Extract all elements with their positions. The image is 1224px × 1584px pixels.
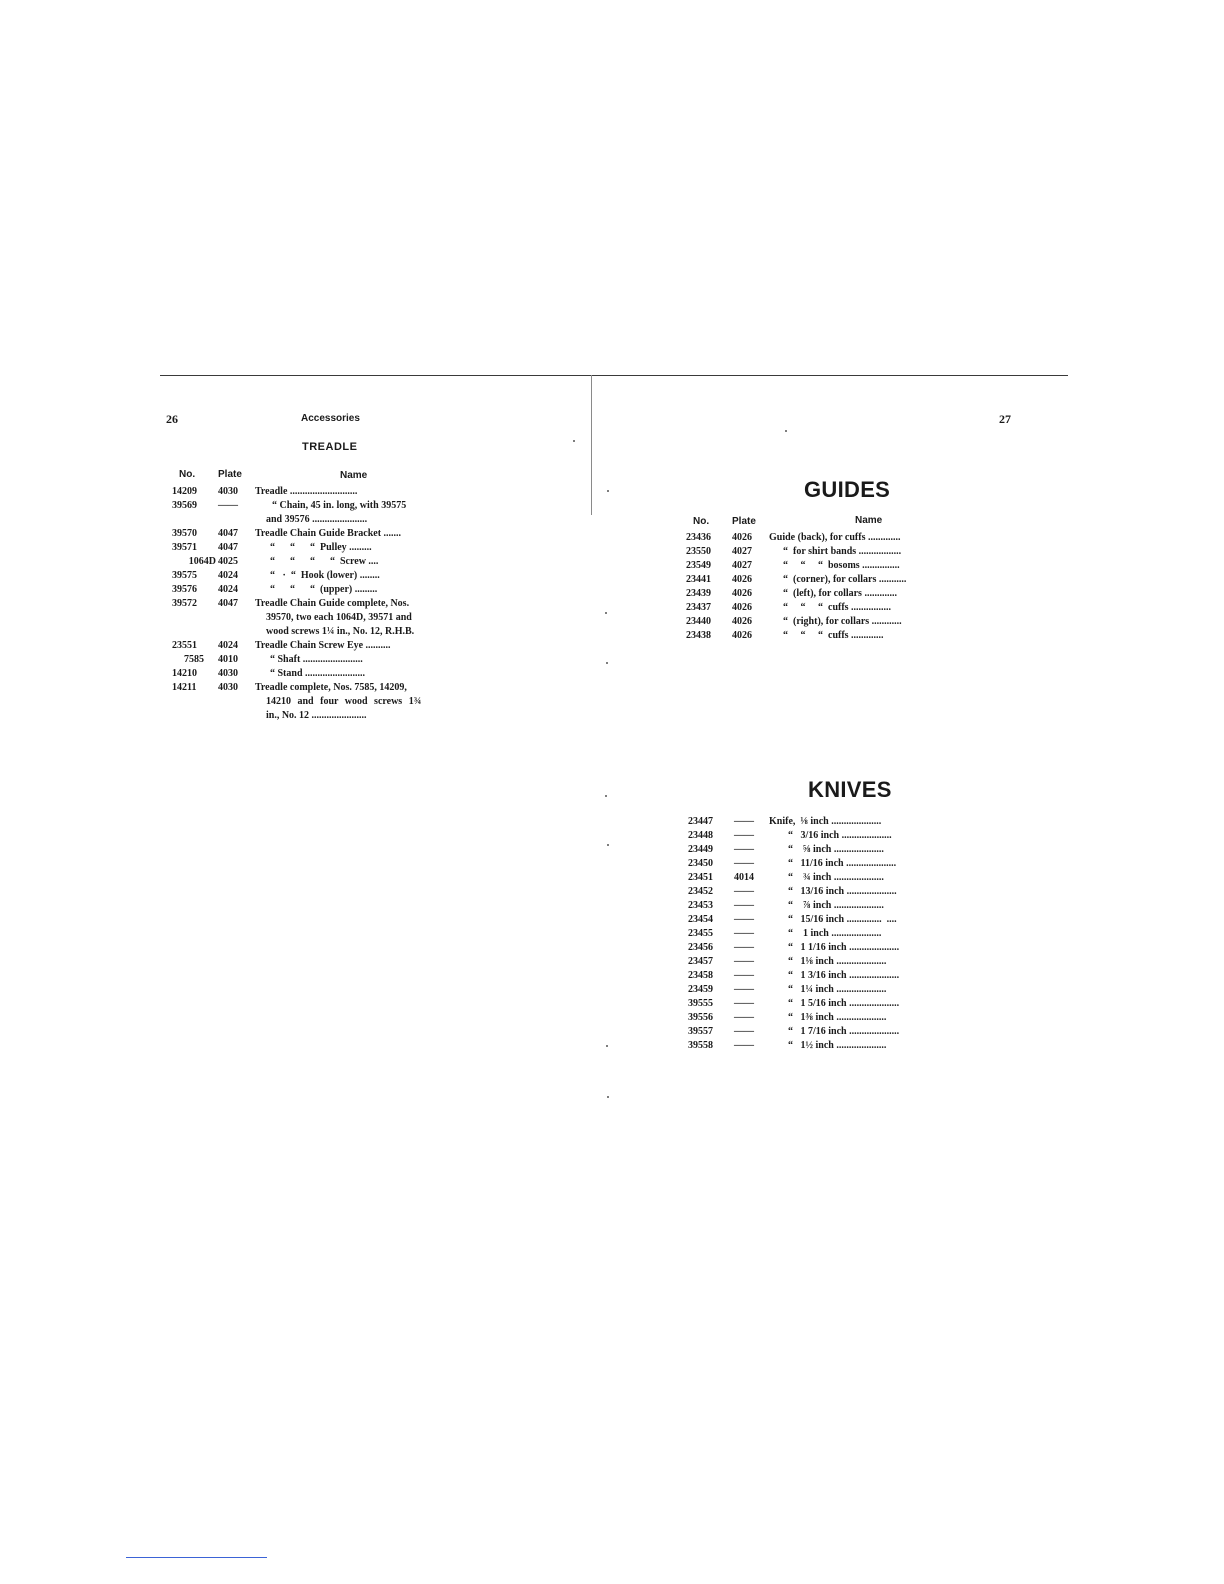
plate-number: 4030 [218, 486, 238, 497]
part-number: 39557 [688, 1026, 713, 1037]
section-title-guides: GUIDES [804, 477, 891, 502]
plate-number: —— [734, 928, 754, 939]
scan-speck [605, 612, 607, 614]
part-name: “ (right), for collars ............ [783, 616, 902, 627]
part-name: 14210 and four wood screws 1¾ [266, 696, 422, 707]
plate-number: 4047 [218, 542, 238, 553]
part-name: Guide (back), for cuffs ............. [769, 532, 901, 543]
plate-number: 4027 [732, 560, 752, 571]
gutter-line [591, 375, 592, 515]
plate-number: —— [734, 900, 754, 911]
plate-number: —— [734, 1012, 754, 1023]
part-name: and 39576 ...................... [266, 514, 368, 525]
part-number: 39571 [172, 542, 197, 553]
plate-number: 4024 [218, 640, 238, 651]
part-number: 23457 [688, 956, 713, 967]
part-number: 39572 [172, 598, 197, 609]
plate-number: —— [734, 844, 754, 855]
part-name: “ “ “ cuffs ................ [783, 602, 892, 613]
part-number: 7585 [184, 654, 204, 665]
part-number: 23439 [686, 588, 711, 599]
part-number: 23449 [688, 844, 713, 855]
part-name: “ for shirt bands ................. [783, 546, 902, 557]
plate-number: 4026 [732, 602, 752, 613]
col-head-no: No. [179, 469, 196, 480]
part-number: 23451 [688, 872, 713, 883]
part-number: 23438 [686, 630, 711, 641]
part-number: 14209 [172, 486, 197, 497]
plate-number: 4026 [732, 616, 752, 627]
plate-number: —— [734, 816, 754, 827]
part-name: “ 1 3/16 inch .................... [788, 970, 900, 981]
part-name: “ Chain, 45 in. long, with 39575 [272, 500, 407, 511]
part-number: 23436 [686, 532, 711, 543]
section-title-treadle: TREADLE [302, 441, 358, 453]
right-page-number: 27 [999, 412, 1011, 426]
part-number: 23437 [686, 602, 711, 613]
part-name: 39570, two each 1064D, 39571 and [266, 612, 412, 623]
scan-speck [607, 844, 609, 846]
part-number: 23441 [686, 574, 711, 585]
plate-number: 4030 [218, 668, 238, 679]
part-number: 39558 [688, 1040, 713, 1051]
part-name: Treadle ........................... [255, 486, 358, 497]
part-name: “ 1⅛ inch .................... [788, 956, 887, 967]
top-rule [160, 375, 1068, 376]
plate-number: —— [734, 956, 754, 967]
part-number: 39569 [172, 500, 197, 511]
part-name: “ (left), for collars ............. [783, 588, 897, 599]
part-number: 39556 [688, 1012, 713, 1023]
plate-number: 4027 [732, 546, 752, 557]
plate-number: —— [734, 914, 754, 925]
part-name: “ ¾ inch .................... [788, 872, 884, 883]
plate-number: 4014 [734, 872, 754, 883]
part-number: 23455 [688, 928, 713, 939]
plate-number: 4010 [218, 654, 238, 665]
part-name: “ “ “ (upper) ......... [270, 584, 378, 595]
plate-number: —— [218, 500, 238, 511]
scan-speck [605, 795, 607, 797]
part-name: Treadle Chain Guide Bracket ....... [255, 528, 402, 539]
part-number: 14210 [172, 668, 197, 679]
part-name: “ ⅝ inch .................... [788, 844, 884, 855]
part-name: “ 3/16 inch .................... [788, 830, 892, 841]
plate-number: 4025 [218, 556, 238, 567]
bottom-rule [126, 1557, 267, 1558]
part-number: 23454 [688, 914, 713, 925]
plate-number: —— [734, 984, 754, 995]
plate-number: 4026 [732, 574, 752, 585]
part-name: “ 13/16 inch .................... [788, 886, 897, 897]
part-name: “ “ “ bosoms ............... [783, 560, 900, 571]
part-name: Knife, ⅛ inch .................... [769, 816, 882, 827]
scan-speck [607, 490, 609, 492]
part-number: 23452 [688, 886, 713, 897]
plate-number: 4024 [218, 584, 238, 595]
plate-number: 4026 [732, 630, 752, 641]
part-number: 23549 [686, 560, 711, 571]
plate-number: —— [734, 1026, 754, 1037]
plate-number: 4024 [218, 570, 238, 581]
left-page-number: 26 [166, 412, 178, 426]
part-name: “ 1 inch .................... [788, 928, 882, 939]
part-name: wood screws 1¼ in., No. 12, R.H.B. [266, 626, 415, 637]
plate-number: —— [734, 970, 754, 981]
part-number: 23551 [172, 640, 197, 651]
plate-number: —— [734, 830, 754, 841]
part-name: “ 1 1/16 inch .................... [788, 942, 900, 953]
part-number: 23550 [686, 546, 711, 557]
part-name: in., No. 12 ...................... [266, 710, 367, 721]
plate-number: 4026 [732, 532, 752, 543]
plate-number: —— [734, 1040, 754, 1051]
col-head-name: Name [855, 515, 883, 526]
part-number: 23450 [688, 858, 713, 869]
part-name: “ “ “ Pulley ......... [270, 542, 372, 553]
part-number: 39576 [172, 584, 197, 595]
plate-number: 4047 [218, 598, 238, 609]
scan-speck [573, 440, 575, 442]
part-name: “ ⅞ inch .................... [788, 900, 884, 911]
plate-number: 4047 [218, 528, 238, 539]
scan-speck [606, 1045, 608, 1047]
part-number: 1064D [188, 556, 216, 567]
part-number: 23448 [688, 830, 713, 841]
col-head-plate: Plate [732, 516, 756, 527]
col-head-plate: Plate [218, 469, 242, 480]
part-name: Treadle Chain Screw Eye .......... [255, 640, 391, 651]
scan-speck [785, 430, 787, 432]
part-name: “ 1 5/16 inch .................... [788, 998, 900, 1009]
col-head-no: No. [693, 516, 710, 527]
part-number: 23456 [688, 942, 713, 953]
part-number: 39570 [172, 528, 197, 539]
part-number: 23447 [688, 816, 713, 827]
part-name: “ 1¼ inch .................... [788, 984, 887, 995]
part-name: “ 11/16 inch .................... [788, 858, 897, 869]
part-name: Treadle Chain Guide complete, Nos. [255, 598, 410, 609]
part-number: 23459 [688, 984, 713, 995]
part-number: 23453 [688, 900, 713, 911]
scan-speck [607, 1096, 609, 1098]
part-number: 39575 [172, 570, 197, 581]
part-name: “ 1⅜ inch .................... [788, 1012, 887, 1023]
plate-number: 4026 [732, 588, 752, 599]
plate-number: —— [734, 858, 754, 869]
plate-number: —— [734, 998, 754, 1009]
part-name: “ · “ Hook (lower) ........ [270, 570, 380, 581]
part-number: 23440 [686, 616, 711, 627]
part-name: “ Stand ........................ [270, 668, 366, 679]
part-name: Treadle complete, Nos. 7585, 14209, [255, 682, 407, 693]
part-name: “ 1½ inch .................... [788, 1040, 887, 1051]
plate-number: 4030 [218, 682, 238, 693]
part-number: 14211 [172, 682, 197, 693]
part-number: 39555 [688, 998, 713, 1009]
plate-number: —— [734, 886, 754, 897]
part-name: “ 1 7/16 inch .................... [788, 1026, 900, 1037]
plate-number: —— [734, 942, 754, 953]
part-name: “ “ “ cuffs ............. [783, 630, 884, 641]
part-number: 23458 [688, 970, 713, 981]
part-name: “ Shaft ........................ [270, 654, 363, 665]
section-title-knives: KNIVES [808, 777, 892, 802]
part-name: “ “ “ “ Screw .... [270, 556, 379, 567]
part-name: “ (corner), for collars ........... [783, 574, 907, 585]
col-head-name: Name [340, 470, 368, 481]
scan-speck [606, 662, 608, 664]
part-name: “ 15/16 inch .............. .... [788, 914, 897, 925]
running-head: Accessories [301, 413, 360, 424]
